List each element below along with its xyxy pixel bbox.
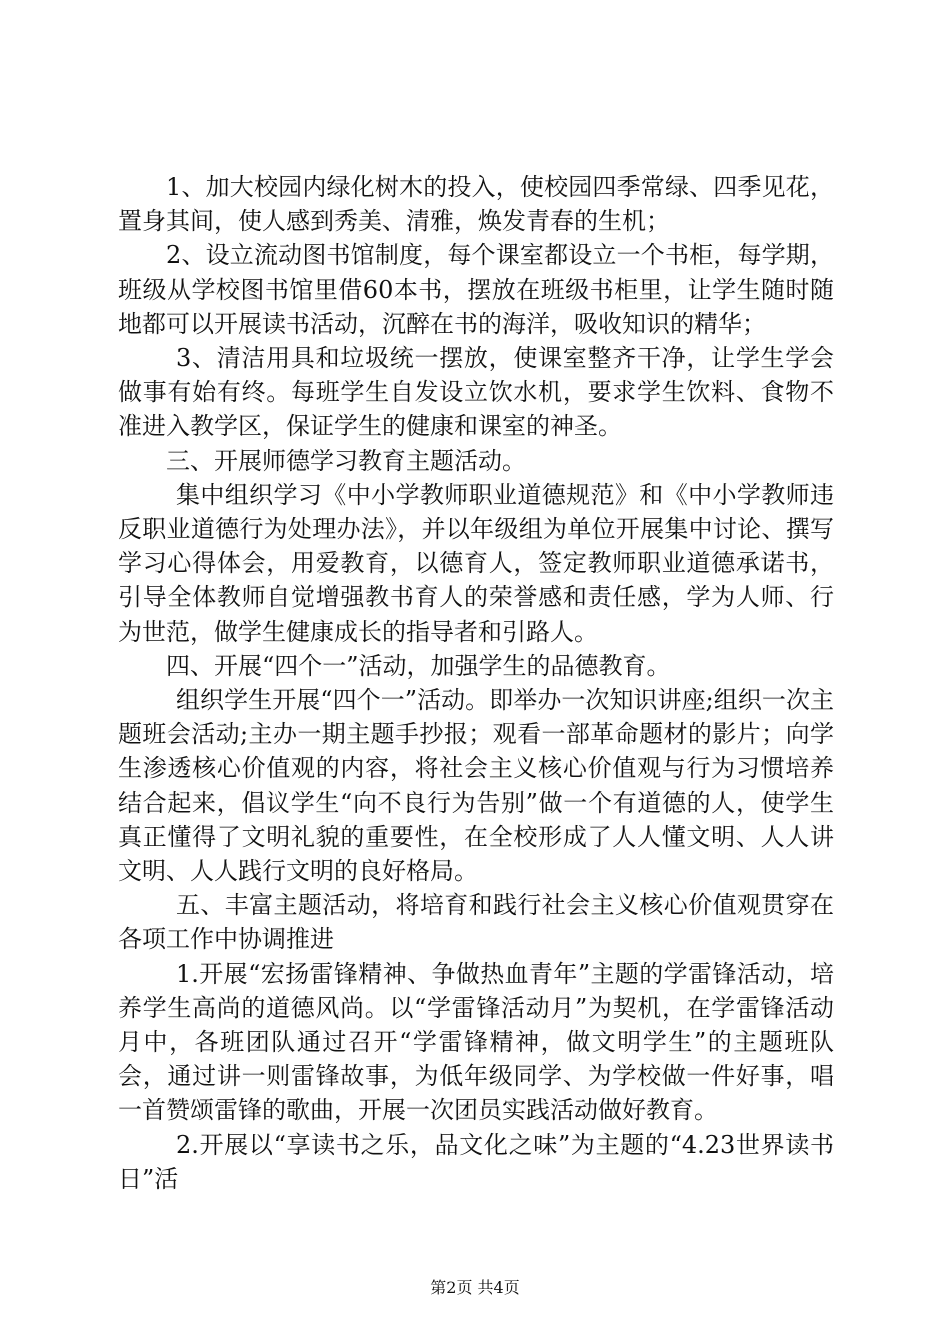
paragraph-lei-feng: 1.开展“宏扬雷锋精神、争做热血青年”主题的学雷锋活动，培养学生高尚的道德风尚。以“学雷锋活动月”为契机，在学雷锋活动月中，各班团队通过召开“学雷锋精神，做文明学生”的主题班队会，通过讲一则雷锋故事，为低年级同学、为学校做一件好事，唱一首赞颂雷锋的歌曲，开展一次团员实践活动做好教育。 [118,959,834,1125]
paragraph-reading-day: 2.开展以“享读书之乐，品文化之味”为主题的“4.23世界读书日”活 [118,1130,834,1193]
page-number: 第2页 共4页 [430,1278,520,1297]
paragraph-mobile-library: 2、设立流动图书馆制度，每个课室都设立一个书柜，每学期，班级从学校图书馆里借60本书，摆放在班级书柜里，让学生随时随地都可以开展读书活动，沉醉在书的海洋，吸收知识的精华； [118,241,834,338]
document-body [118,170,834,1196]
paragraph-cleaning-tools: 3、清洁用具和垃圾统一摆放，使课室整齐干净，让学生学会做事有始有终。每班学生自发设立饮水机，要求学生饮料、食物不准进入教学区，保证学生的健康和课室的神圣。 [118,344,834,441]
page-footer [0,1278,950,1298]
paragraph-greening: 1、加大校园内绿化树木的投入，使校园四季常绿、四季见花，置身其间，使人感到秀美、清雅，焕发青春的生机； [118,173,834,236]
section-heading-theme-activities: 五、丰富主题活动，将培育和践行社会主义核心价值观贯穿在各项工作中协调推进 [118,891,834,954]
paragraph-teacher-ethics: 集中组织学习《中小学教师职业道德规范》和《中小学教师违反职业道德行为处理办法》，并以年级组为单位开展集中讨论、撰写学习心得体会，用爱教育，以德育人，签定教师职业道德承诺书，引导全体教师自觉增强教书育人的荣誉感和责任感，学为人师、行为世范，做学生健康成长的指导者和引路人。 [118,480,834,646]
section-heading-four-ones: 四、开展“四个一”活动，加强学生的品德教育。 [166,651,671,680]
section-heading-teacher-ethics: 三、开展师德学习教育主题活动。 [166,446,526,475]
paragraph-four-ones: 组织学生开展“四个一”活动。即举办一次知识讲座;组织一次主题班会活动;主办一期主题手抄报；观看一部革命题材的影片；向学生渗透核心价值观的内容，将社会主义核心价值观与行为习惯培养结合起来，倡议学生“向不良行为告别”做一个有道德的人，使学生真正懂得了文明礼貌的重要性，在全校形成了人人懂文明、人人讲文明、人人践行文明的良好格局。 [118,686,834,886]
